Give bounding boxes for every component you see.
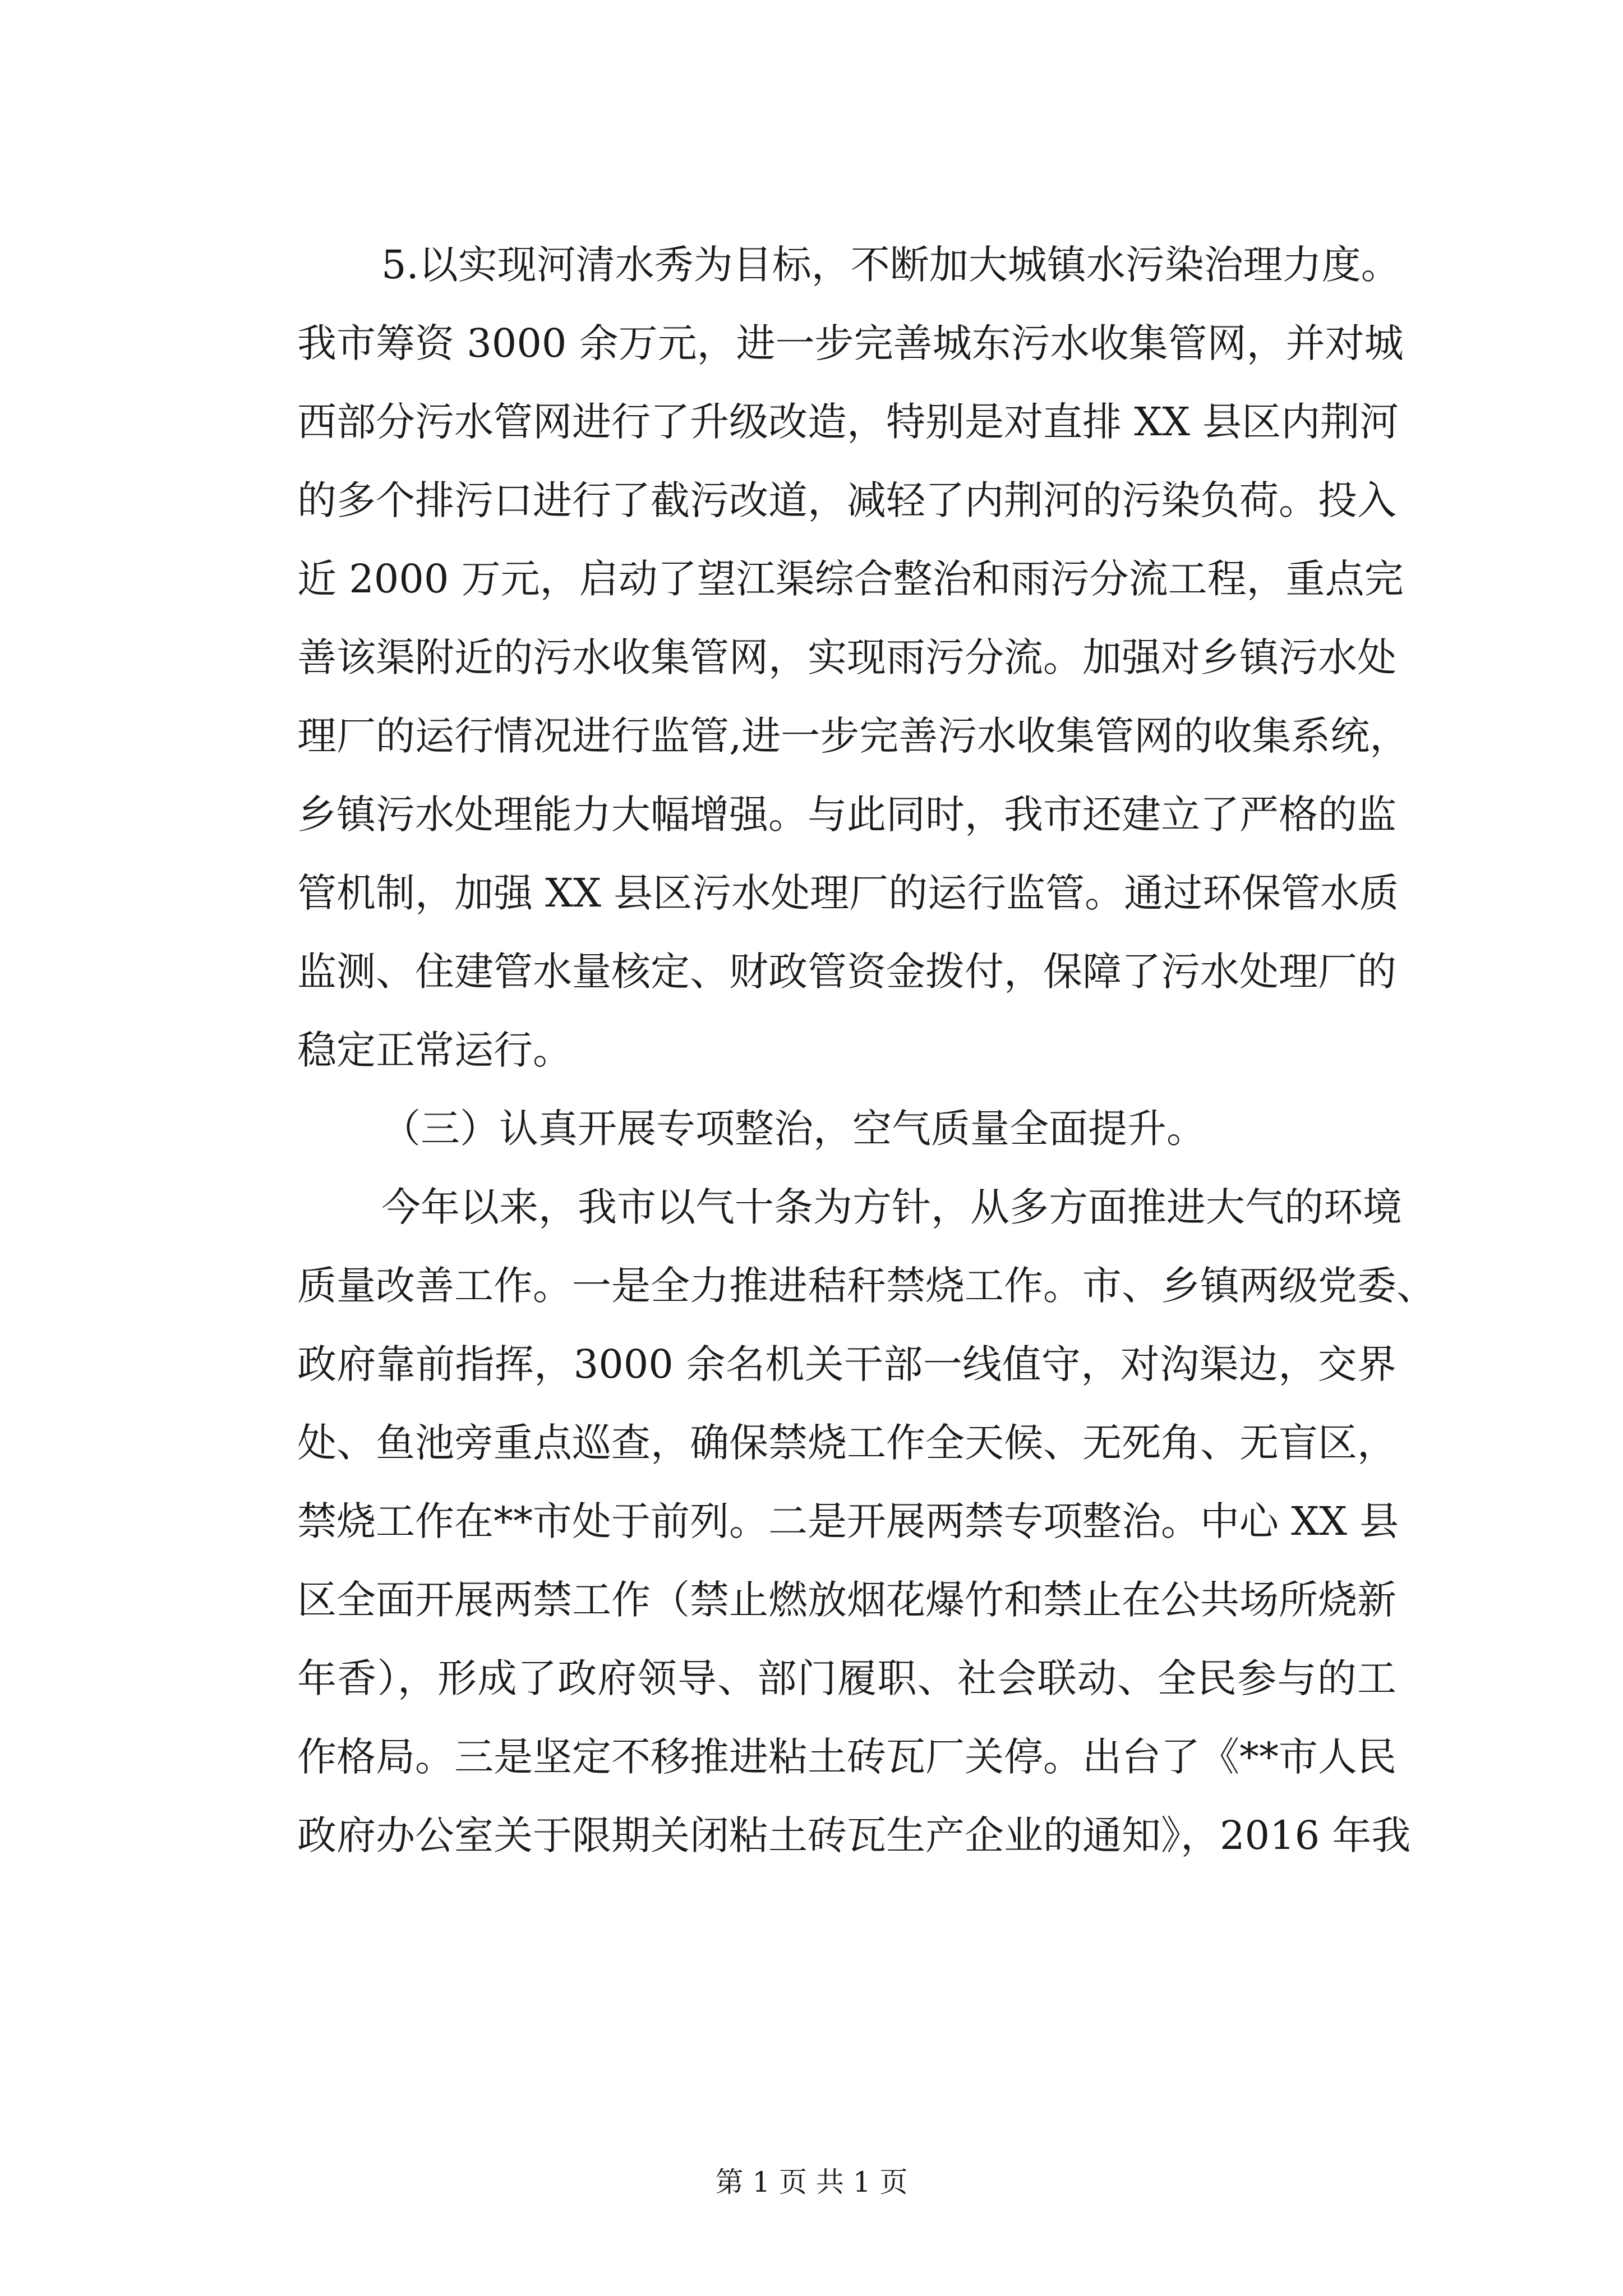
paragraph-line: 政府办公室关于限期关闭粘土砖瓦生产企业的通知》，2016 年我 bbox=[297, 1812, 1411, 1858]
paragraph-line: 理厂的运行情况进行监管,进一步完善污水收集管网的收集系统， bbox=[297, 713, 1409, 759]
paragraph-line: 乡镇污水处理能力大幅增强。与此同时，我市还建立了严格的监 bbox=[297, 792, 1396, 838]
paragraph-line: 管机制，加强 XX 县区污水处理厂的运行监管。通过环保管水质 bbox=[297, 870, 1399, 916]
paragraph-line: 作格局。三是坚定不移推进粘土砖瓦厂关停。出台了《**市人民 bbox=[297, 1734, 1396, 1780]
paragraph-line: 5.以实现河清水秀为目标，不断加大城镇水污染治理力度。 bbox=[381, 242, 1400, 288]
paragraph-line: 质量改善工作。一是全力推进秸秆禁烧工作。市、乡镇两级党委、 bbox=[297, 1263, 1436, 1309]
paragraph-line: 区全面开展两禁工作（禁止燃放烟花爆竹和禁止在公共场所烧新 bbox=[297, 1577, 1396, 1623]
section-heading: （三）认真开展专项整治，空气质量全面提升。 bbox=[381, 1106, 1206, 1152]
paragraph-line: 监测、住建管水量核定、财政管资金拨付，保障了污水处理厂的 bbox=[297, 949, 1396, 995]
page-footer: 第 1 页 共 1 页 bbox=[715, 2166, 908, 2198]
paragraph-line: 西部分污水管网进行了升级改造，特别是对直排 XX 县区内荆河 bbox=[297, 399, 1399, 445]
paragraph-line: 的多个排污口进行了截污改道，减轻了内荆河的污染负荷。投入 bbox=[297, 477, 1396, 523]
paragraph-line: 政府靠前指挥，3000 余名机关干部一线值守，对沟渠边，交界 bbox=[297, 1341, 1396, 1387]
paragraph-line: 近 2000 万元，启动了望江渠综合整治和雨污分流工程，重点完 bbox=[297, 556, 1404, 602]
paragraph-line: 善该渠附近的污水收集管网，实现雨污分流。加强对乡镇污水处 bbox=[297, 634, 1396, 680]
paragraph-line: 处、鱼池旁重点巡查，确保禁烧工作全天候、无死角、无盲区， bbox=[297, 1420, 1396, 1466]
paragraph-line: 今年以来，我市以气十条为方针，从多方面推进大气的环境 bbox=[381, 1184, 1402, 1230]
paragraph-line: 稳定正常运行。 bbox=[297, 1027, 572, 1073]
paragraph-line: 禁烧工作在**市处于前列。二是开展两禁专项整治。中心 XX 县 bbox=[297, 1498, 1399, 1544]
body-text bbox=[297, 226, 1436, 1875]
paragraph-line: 我市筹资 3000 余万元，进一步完善城东污水收集管网，并对城 bbox=[297, 320, 1404, 366]
paragraph-line: 年香），形成了政府领导、部门履职、社会联动、全民参与的工 bbox=[297, 1655, 1396, 1701]
